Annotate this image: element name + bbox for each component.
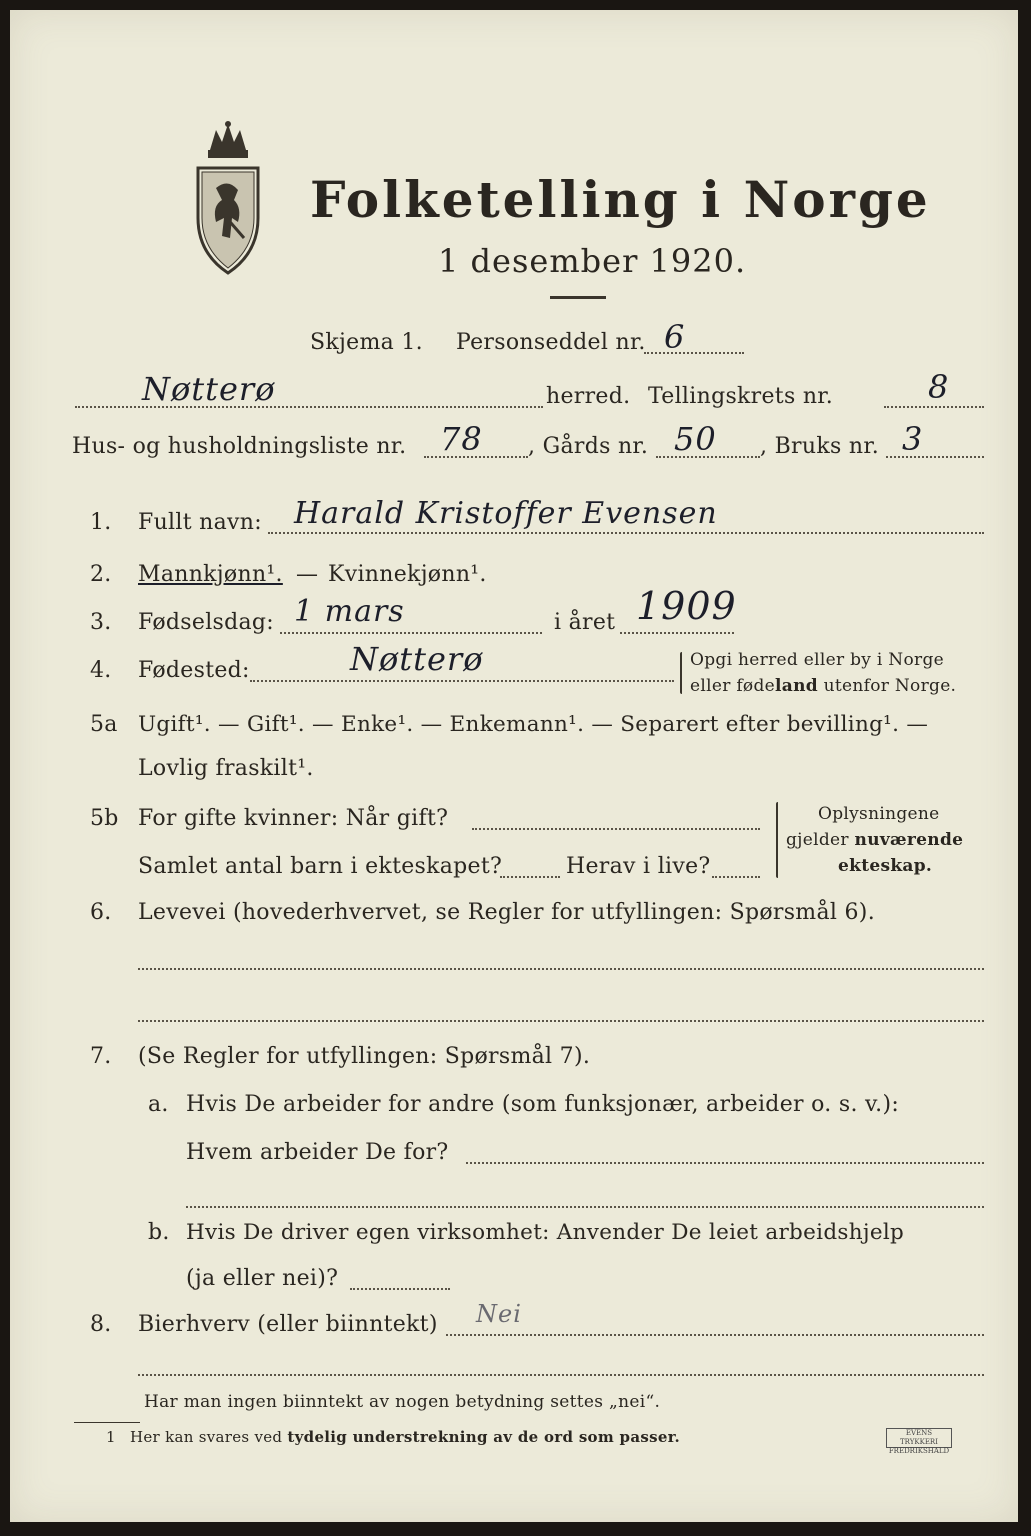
q3-year-label: i året [554,610,616,635]
q1-label: Fullt navn: [138,510,262,535]
gards-label: , Gårds nr. [528,434,649,459]
q3-number: 3. [90,610,112,635]
birthyear-value[interactable]: 1909 [636,584,737,628]
gender-male-option[interactable]: Mannkjønn¹. [138,562,283,587]
birthplace-value[interactable]: Nøtterø [350,640,484,678]
footnote-number: 1 [106,1428,116,1446]
footer-note: Har man ingen biinntekt av nogen betydning settes „nei“. [144,1392,661,1412]
husliste-value[interactable]: 78 [440,420,483,458]
gards-value[interactable]: 50 [674,420,717,458]
q7-label: (Se Regler for utfyllingen: Spørsmål 7). [138,1044,591,1069]
herred-value[interactable]: Nøtterø [142,370,276,408]
q4-label: Fødested: [138,658,250,683]
q4-number: 4. [90,658,112,683]
gender-female-option[interactable]: Kvinnekjønn¹. [328,562,487,587]
tellingskrets-value[interactable]: 8 [928,368,950,406]
printer-stamp: EVENS TRYKKERI FREDRIKSHALD [886,1428,952,1448]
q6-number: 6. [90,900,112,925]
q7b-label: Hvis De driver egen virksomhet: Anvender De leiet arbeidshjelp [186,1220,905,1245]
hired-help-field[interactable] [350,1288,450,1290]
q5b-label-children: Samlet antal barn i ekteskapet? [138,854,503,879]
herred-label: herred. [546,384,631,409]
marital-status-options[interactable]: Ugift¹. — Gift¹. — Enke¹. — Enkemann¹. — Separert efter bevilling¹. — [138,712,929,737]
q5b-label-married: For gifte kvinner: Når gift? [138,806,449,831]
q3-label: Fødselsdag: [138,610,275,635]
q4-note-line1: Opgi herred eller by i Norge [690,650,944,670]
marital-status-divorced[interactable]: Lovlig fraskilt¹. [138,756,314,781]
q5a-number: 5a [90,712,118,737]
q5b-number: 5b [90,806,119,831]
occupation-field-line2[interactable] [138,1020,984,1022]
employer-field-line2[interactable] [186,1206,984,1208]
q7a-label: Hvis De arbeider for andre (som funksjonær, arbeider o. s. v.): [186,1092,900,1117]
footnote-text: Her kan svares ved tydelig understrekning av de ord som passer. [130,1428,681,1446]
employer-field[interactable] [466,1162,984,1164]
q5b-note-line2: gjelder nuværende [786,830,964,850]
census-date: 1 desember 1920. [438,242,747,280]
personseddel-value[interactable]: 6 [664,318,686,356]
gender-separator: — [296,562,319,587]
q7b-letter: b. [148,1220,170,1245]
q7-number: 7. [90,1044,112,1069]
occupation-field-line1[interactable] [138,968,984,970]
q2-number: 2. [90,562,112,587]
husliste-label: Hus- og husholdningsliste nr. [72,434,407,459]
tellingskrets-label: Tellingskrets nr. [648,384,833,409]
skjema-label: Skjema 1. [310,330,423,355]
census-form [10,10,1018,1522]
side-income-value[interactable]: Nei [476,1300,522,1328]
form-title: Folketelling i Norge [310,170,931,229]
q5b-label-alive: Herav i live? [566,854,711,879]
q5b-note-line1: Oplysningene [818,804,940,824]
q7a-letter: a. [148,1092,169,1117]
q8-label: Bierhverv (eller biinntekt) [138,1312,438,1337]
q6-label: Levevei (hovederhvervet, se Regler for utfyllingen: Spørsmål 6). [138,900,875,925]
bruks-value[interactable]: 3 [902,420,924,458]
title-divider [550,296,606,299]
q7a-label-employer: Hvem arbeider De for? [186,1140,449,1165]
q5b-note-line3: ekteskap. [838,856,933,876]
full-name-value[interactable]: Harald Kristoffer Evensen [294,496,718,531]
q1-number: 1. [90,510,112,535]
birthdate-value[interactable]: 1 mars [294,594,405,629]
personseddel-label: Personseddel nr. [456,330,646,355]
q4-note-line2: eller fødeland utenfor Norge. [690,676,957,696]
q7b-label-yesno: (ja eller nei)? [186,1266,339,1291]
coat-of-arms-icon [188,118,268,278]
bruks-label: , Bruks nr. [760,434,880,459]
q8-number: 8. [90,1312,112,1337]
